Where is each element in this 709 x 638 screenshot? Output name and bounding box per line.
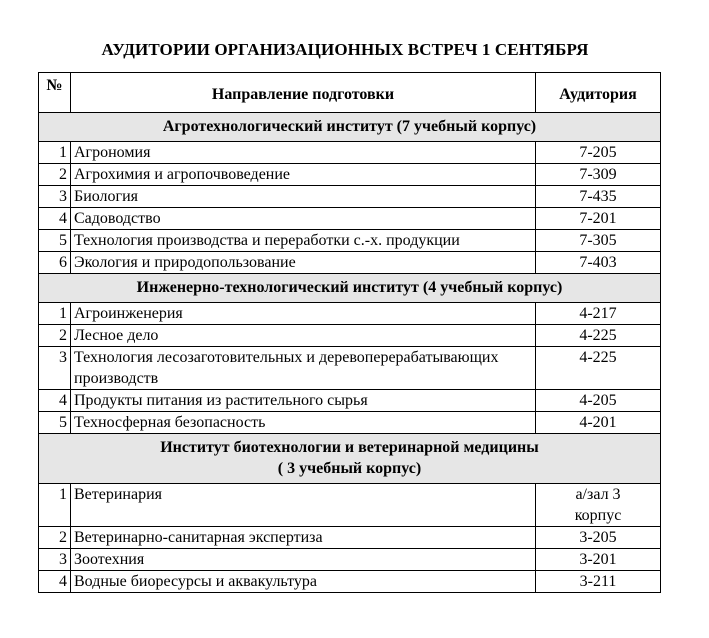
row-number: 5 [39,230,71,252]
table-row [39,549,661,571]
header-direction: Направление подготовки [71,73,536,113]
row-direction: Агроинженерия [71,303,536,325]
table-row [39,164,661,186]
table-row [39,230,661,252]
table-header-row [39,73,661,113]
table-row [39,142,661,164]
section-title: Агротехнологический институт (7 учебный корпус) [39,113,661,142]
section-row-agrotech [39,113,661,142]
row-number: 3 [39,186,71,208]
row-direction: Экология и природопользование [71,252,536,274]
rooms-table [38,72,661,593]
row-room: 3-205 [536,527,661,549]
row-room: 4-201 [536,412,661,434]
row-number: 5 [39,412,71,434]
page-title: АУДИТОРИИ ОРГАНИЗАЦИОННЫХ ВСТРЕЧ 1 СЕНТЯБРЯ [101,40,589,59]
row-number: 3 [39,549,71,571]
row-number: 1 [39,142,71,164]
row-room: 3-201 [536,549,661,571]
row-room: 3-211 [536,571,661,593]
row-room: 7-435 [536,186,661,208]
table-row [39,484,661,527]
table-row [39,325,661,347]
row-room: 7-309 [536,164,661,186]
row-direction: Технология лесозаготовительных и деревоперерабатывающих производств [71,347,536,390]
table-row [39,527,661,549]
row-direction: Биология [71,186,536,208]
table-row [39,390,661,412]
section-title-line2: ( 3 учебный корпус) [277,460,422,477]
row-direction: Техносферная безопасность [71,412,536,434]
section-title: Инженерно-технологический институт (4 учебный корпус) [39,274,661,303]
row-direction: Агрономия [71,142,536,164]
row-room: 4-225 [536,347,661,390]
row-number: 4 [39,208,71,230]
row-number: 2 [39,325,71,347]
section-title-line1: Институт биотехнологии и ветеринарной медицины [160,439,539,456]
row-direction: Лесное дело [71,325,536,347]
table-row [39,571,661,593]
row-number: 1 [39,484,71,527]
row-direction: Агрохимия и агропочвоведение [71,164,536,186]
row-room: 7-201 [536,208,661,230]
row-room: 7-305 [536,230,661,252]
row-number: 4 [39,571,71,593]
table-row [39,186,661,208]
row-number: 2 [39,527,71,549]
row-number: 1 [39,303,71,325]
header-number: № [39,73,71,113]
row-room: а/зал 3 корпус [536,484,661,527]
table-row [39,412,661,434]
row-number: 4 [39,390,71,412]
section-title [39,434,661,484]
row-number: 2 [39,164,71,186]
row-direction: Зоотехния [71,549,536,571]
row-room: 7-403 [536,252,661,274]
row-room: 4-205 [536,390,661,412]
table-row [39,208,661,230]
row-room: 7-205 [536,142,661,164]
row-direction: Ветеринарно-санитарная экспертиза [71,527,536,549]
table-row [39,252,661,274]
row-number: 6 [39,252,71,274]
section-row-engineering [39,274,661,303]
row-direction: Ветеринария [71,484,536,527]
row-direction: Продукты питания из растительного сырья [71,390,536,412]
row-room: 4-225 [536,325,661,347]
row-direction: Технология производства и переработки с.-х. продукции [71,230,536,252]
header-room: Аудитория [536,73,661,113]
table-row [39,303,661,325]
row-room: 4-217 [536,303,661,325]
table-row [39,347,661,390]
section-row-biotech [39,434,661,484]
row-direction: Садоводство [71,208,536,230]
row-number: 3 [39,347,71,390]
row-direction: Водные биоресурсы и аквакультура [71,571,536,593]
